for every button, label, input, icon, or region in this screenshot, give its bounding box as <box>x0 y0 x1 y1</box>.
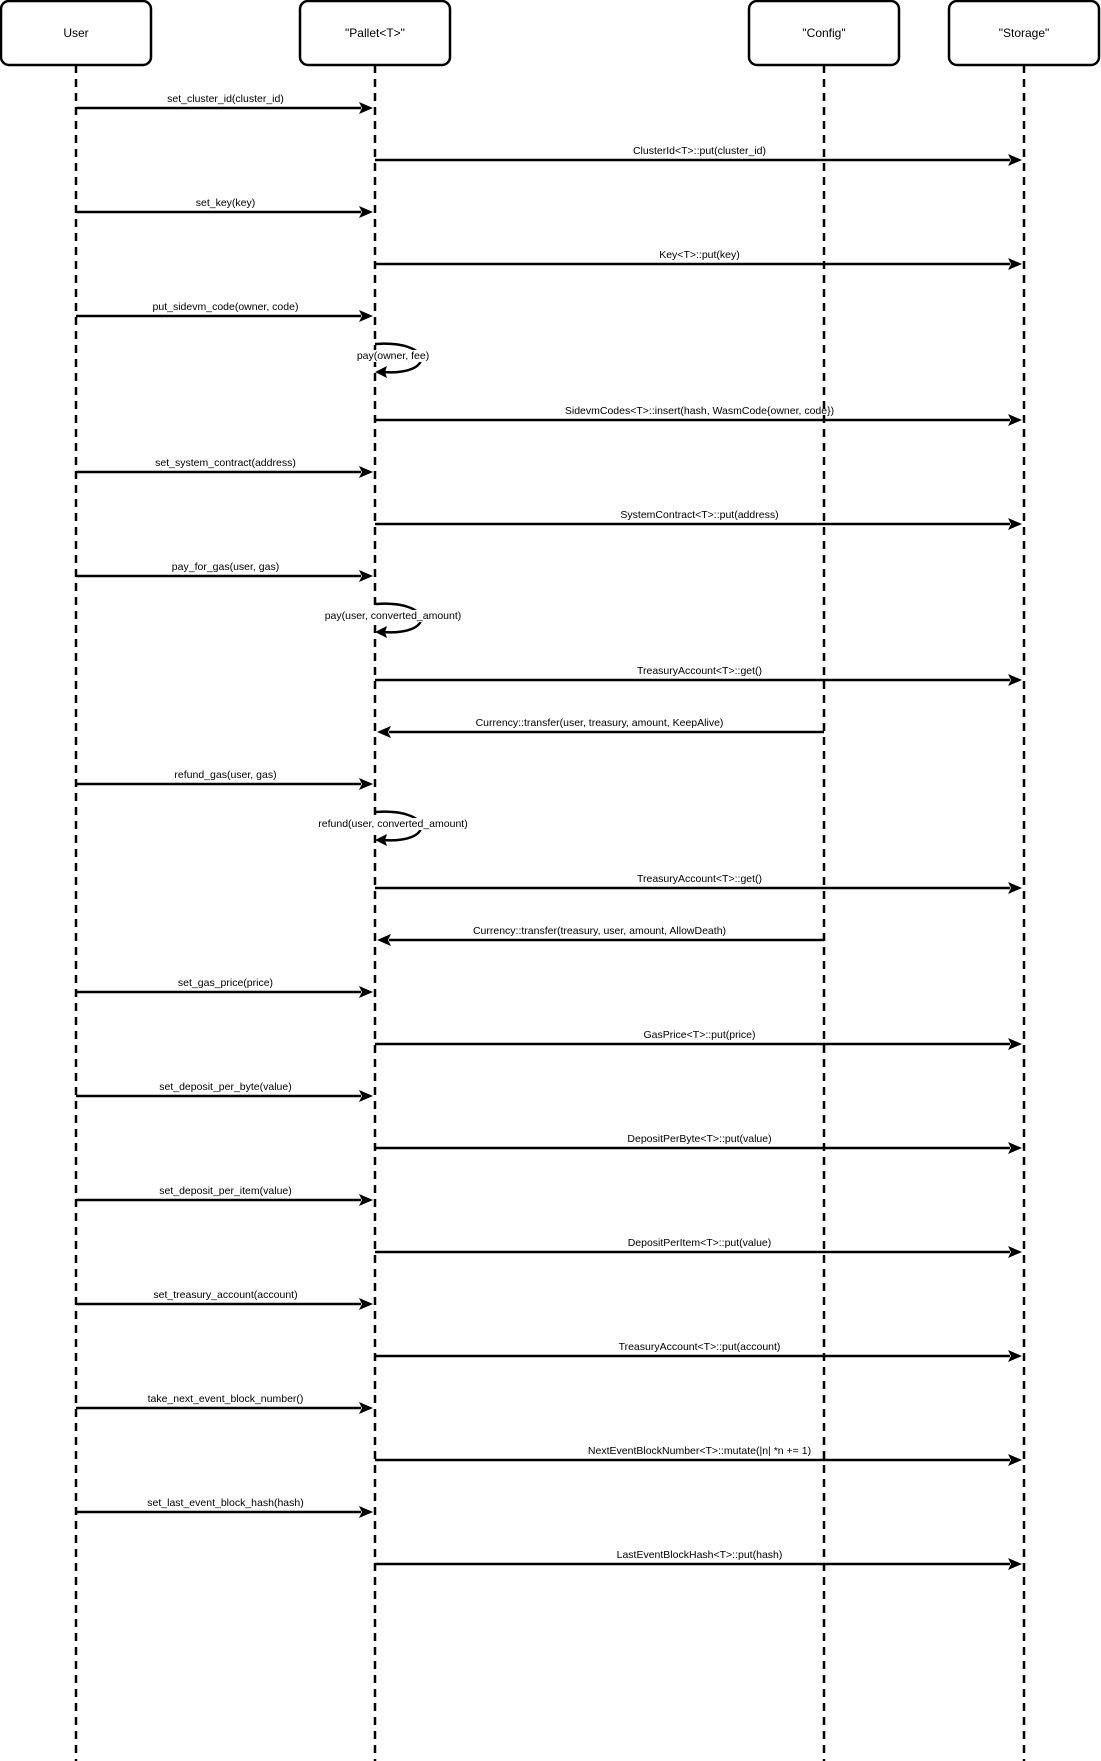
message-label: Currency::transfer(treasury, user, amount, AllowDeath) <box>472 925 727 937</box>
message-arrow <box>76 301 373 322</box>
message-arrow <box>375 145 1022 166</box>
message-label: TreasuryAccount<T>::get() <box>636 665 763 677</box>
message-label: TreasuryAccount<T>::get() <box>636 873 763 885</box>
arrowhead <box>359 1402 373 1414</box>
message-label: set_deposit_per_item(value) <box>159 1185 292 1197</box>
message-arrow <box>375 1237 1022 1258</box>
message-label: put_sidevm_code(owner, code) <box>152 301 299 313</box>
message-label: DepositPerByte<T>::put(value) <box>627 1133 772 1145</box>
message-arrow <box>76 1081 373 1102</box>
message-arrow <box>375 1133 1022 1154</box>
message-arrow <box>76 769 373 790</box>
message-arrow <box>76 1185 373 1206</box>
message-arrow <box>375 1549 1022 1570</box>
self-message <box>356 344 430 378</box>
message-label: take_next_event_block_number() <box>147 1393 304 1405</box>
message-label: DepositPerItem<T>::put(value) <box>627 1237 772 1249</box>
arrowhead <box>377 934 391 946</box>
self-message <box>317 812 468 846</box>
self-message <box>324 604 463 638</box>
message-arrow <box>76 561 373 582</box>
message-label: TreasuryAccount<T>::put(account) <box>618 1341 781 1353</box>
message-label: set_last_event_block_hash(hash) <box>147 1497 304 1509</box>
participant-storage <box>949 1 1099 65</box>
message-label: SidevmCodes<T>::insert(hash, WasmCode{owner, code}) <box>564 405 835 417</box>
message-arrow <box>375 873 1022 894</box>
arrowhead <box>359 1506 373 1518</box>
message-label: GasPrice<T>::put(price) <box>643 1029 756 1041</box>
arrowhead <box>1008 414 1022 426</box>
message-arrow <box>76 197 373 218</box>
arrowhead <box>359 1194 373 1206</box>
arrowhead <box>359 1090 373 1102</box>
arrowhead <box>1008 1038 1022 1050</box>
arrowhead <box>359 206 373 218</box>
message-label: refund(user, converted_amount) <box>318 818 468 830</box>
message-arrow <box>76 457 373 478</box>
arrowhead <box>359 1298 373 1310</box>
message-label: set_key(key) <box>195 197 256 209</box>
message-arrow <box>377 925 824 946</box>
message-label: set_gas_price(price) <box>177 977 274 989</box>
arrowhead <box>1008 1142 1022 1154</box>
participant-user <box>1 1 151 65</box>
message-arrow <box>375 249 1022 270</box>
message-arrow <box>76 1497 373 1518</box>
message-arrow <box>76 93 373 114</box>
arrowhead <box>359 778 373 790</box>
arrowhead <box>1008 258 1022 270</box>
arrowhead <box>359 310 373 322</box>
message-arrow <box>375 509 1022 530</box>
arrowhead <box>1008 1350 1022 1362</box>
arrowhead <box>1008 154 1022 166</box>
message-label: Key<T>::put(key) <box>659 249 740 261</box>
arrowhead <box>377 726 391 738</box>
arrowhead <box>359 102 373 114</box>
participants <box>1 1 1099 65</box>
participant-pallet <box>300 1 450 65</box>
arrowhead <box>359 570 373 582</box>
arrowhead <box>1008 1558 1022 1570</box>
message-arrow <box>76 1289 373 1310</box>
message-label: SystemContract<T>::put(address) <box>620 509 779 521</box>
arrowhead <box>1008 1246 1022 1258</box>
participant-label: "Config" <box>802 26 846 40</box>
message-label: pay(user, converted_amount) <box>324 610 462 622</box>
participant-label: User <box>63 26 89 40</box>
message-label: Currency::transfer(user, treasury, amount, KeepAlive) <box>475 717 724 729</box>
message-arrow <box>375 665 1022 686</box>
message-label: pay(owner, fee) <box>356 350 430 362</box>
message-label: set_cluster_id(cluster_id) <box>167 93 284 105</box>
message-arrow <box>375 1445 1022 1466</box>
message-label: LastEventBlockHash<T>::put(hash) <box>616 1549 783 1561</box>
arrowhead <box>359 986 373 998</box>
message-label: pay_for_gas(user, gas) <box>171 561 280 573</box>
message-label: set_deposit_per_byte(value) <box>159 1081 292 1093</box>
message-arrow <box>375 1029 1022 1050</box>
arrowhead <box>359 466 373 478</box>
arrowhead <box>1008 674 1022 686</box>
message-label: refund_gas(user, gas) <box>174 769 277 781</box>
message-label: set_system_contract(address) <box>155 457 296 469</box>
arrowhead <box>1008 882 1022 894</box>
message-arrow <box>375 405 1022 426</box>
participant-label: "Storage" <box>998 26 1050 40</box>
message-label: NextEventBlockNumber<T>::mutate(|n| *n += 1) <box>587 1445 812 1457</box>
message-arrow <box>76 1393 373 1414</box>
arrowhead <box>1008 1454 1022 1466</box>
arrowhead <box>1008 518 1022 530</box>
message-arrow <box>375 1341 1022 1362</box>
message-label: ClusterId<T>::put(cluster_id) <box>632 145 767 157</box>
participant-config <box>749 1 899 65</box>
messages <box>76 93 1022 1570</box>
message-arrow <box>377 717 824 738</box>
message-arrow <box>76 977 373 998</box>
message-label: set_treasury_account(account) <box>153 1289 298 1301</box>
participant-label: "Pallet<T>" <box>345 26 405 40</box>
